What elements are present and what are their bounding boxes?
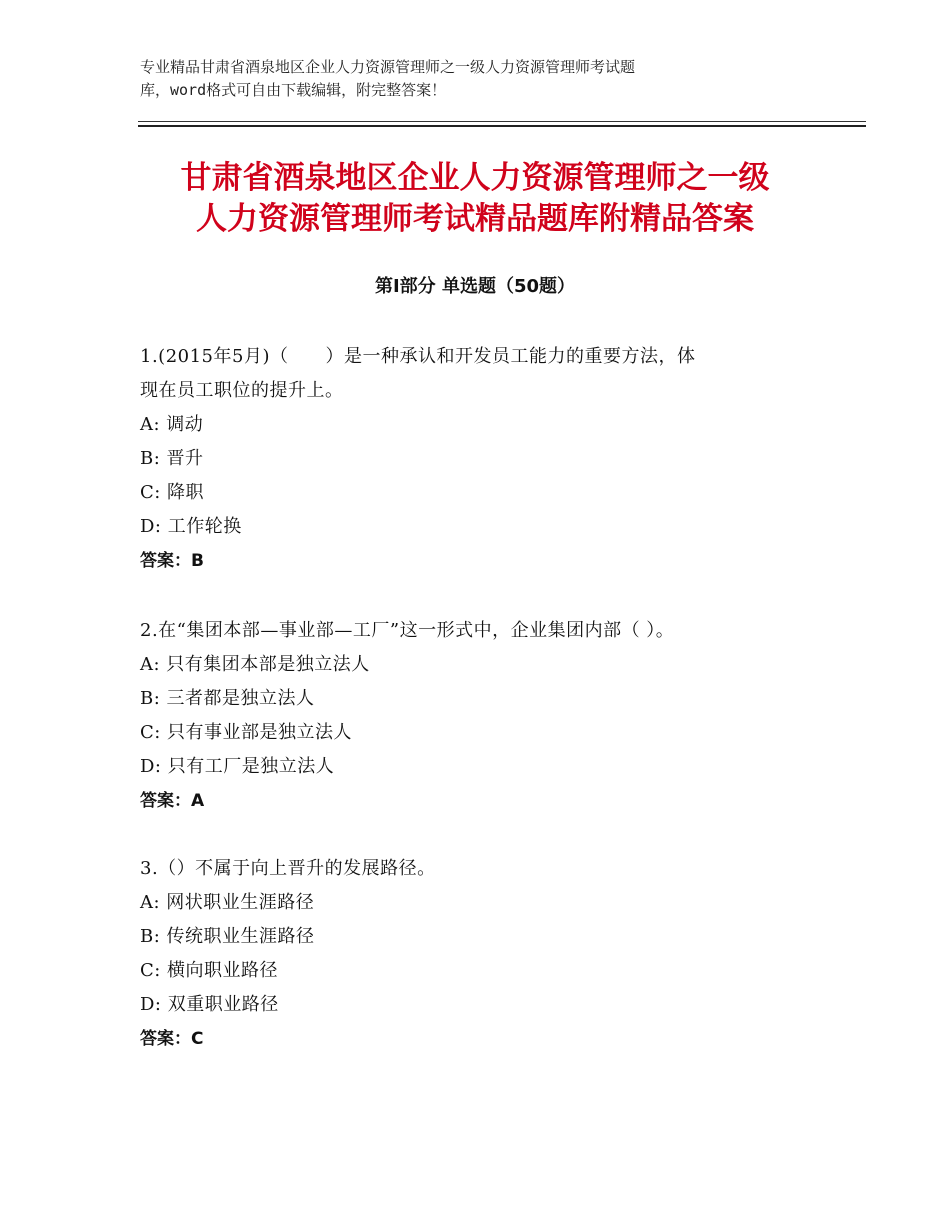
header-note-line: 库，word格式可自由下载编辑，附完整答案！	[140, 81, 447, 99]
document-title-line: 甘肃省酒泉地区企业人力资源管理师之一级	[180, 160, 770, 196]
answer: 答案：B	[140, 551, 204, 571]
option-c: C: 降职	[140, 482, 205, 503]
option-b: B: 传统职业生涯路径	[140, 926, 315, 947]
answer: 答案：A	[140, 791, 205, 811]
header-divider-thick	[138, 125, 866, 127]
option-a: A: 只有集团本部是独立法人	[140, 654, 370, 675]
header-divider	[138, 121, 866, 122]
section-title: 第Ⅰ部分 单选题（50题）	[374, 276, 575, 297]
option-b: B: 三者都是独立法人	[140, 688, 315, 709]
option-c: C: 横向职业路径	[140, 960, 279, 981]
option-d: D: 工作轮换	[140, 516, 242, 537]
document-title-line: 人力资源管理师考试精品题库附精品答案	[196, 201, 754, 237]
question-2	[140, 614, 810, 818]
option-c: C: 只有事业部是独立法人	[140, 722, 353, 743]
header-note	[140, 56, 780, 102]
question-stem: 1.(2015年5月)（ ）是一种承认和开发员工能力的重要方法，体	[140, 346, 696, 367]
question-stem: 现在员工职位的提升上。	[140, 380, 344, 401]
document-title	[100, 158, 850, 240]
option-a: A: 网状职业生涯路径	[140, 892, 315, 913]
question-3	[140, 852, 810, 1056]
question-1	[140, 340, 810, 578]
question-stem: 2.在“集团本部—事业部—工厂”这一形式中，企业集团内部（ ）。	[140, 620, 675, 641]
header-note-line: 专业精品甘肃省酒泉地区企业人力资源管理师之一级人力资源管理师考试题	[140, 58, 636, 76]
option-d: D: 双重职业路径	[140, 994, 279, 1015]
question-stem: 3.（）不属于向上晋升的发展路径。	[140, 858, 436, 879]
answer: 答案：C	[140, 1029, 204, 1049]
option-a: A: 调动	[140, 414, 204, 435]
option-b: B: 晋升	[140, 448, 204, 469]
option-d: D: 只有工厂是独立法人	[140, 756, 335, 777]
